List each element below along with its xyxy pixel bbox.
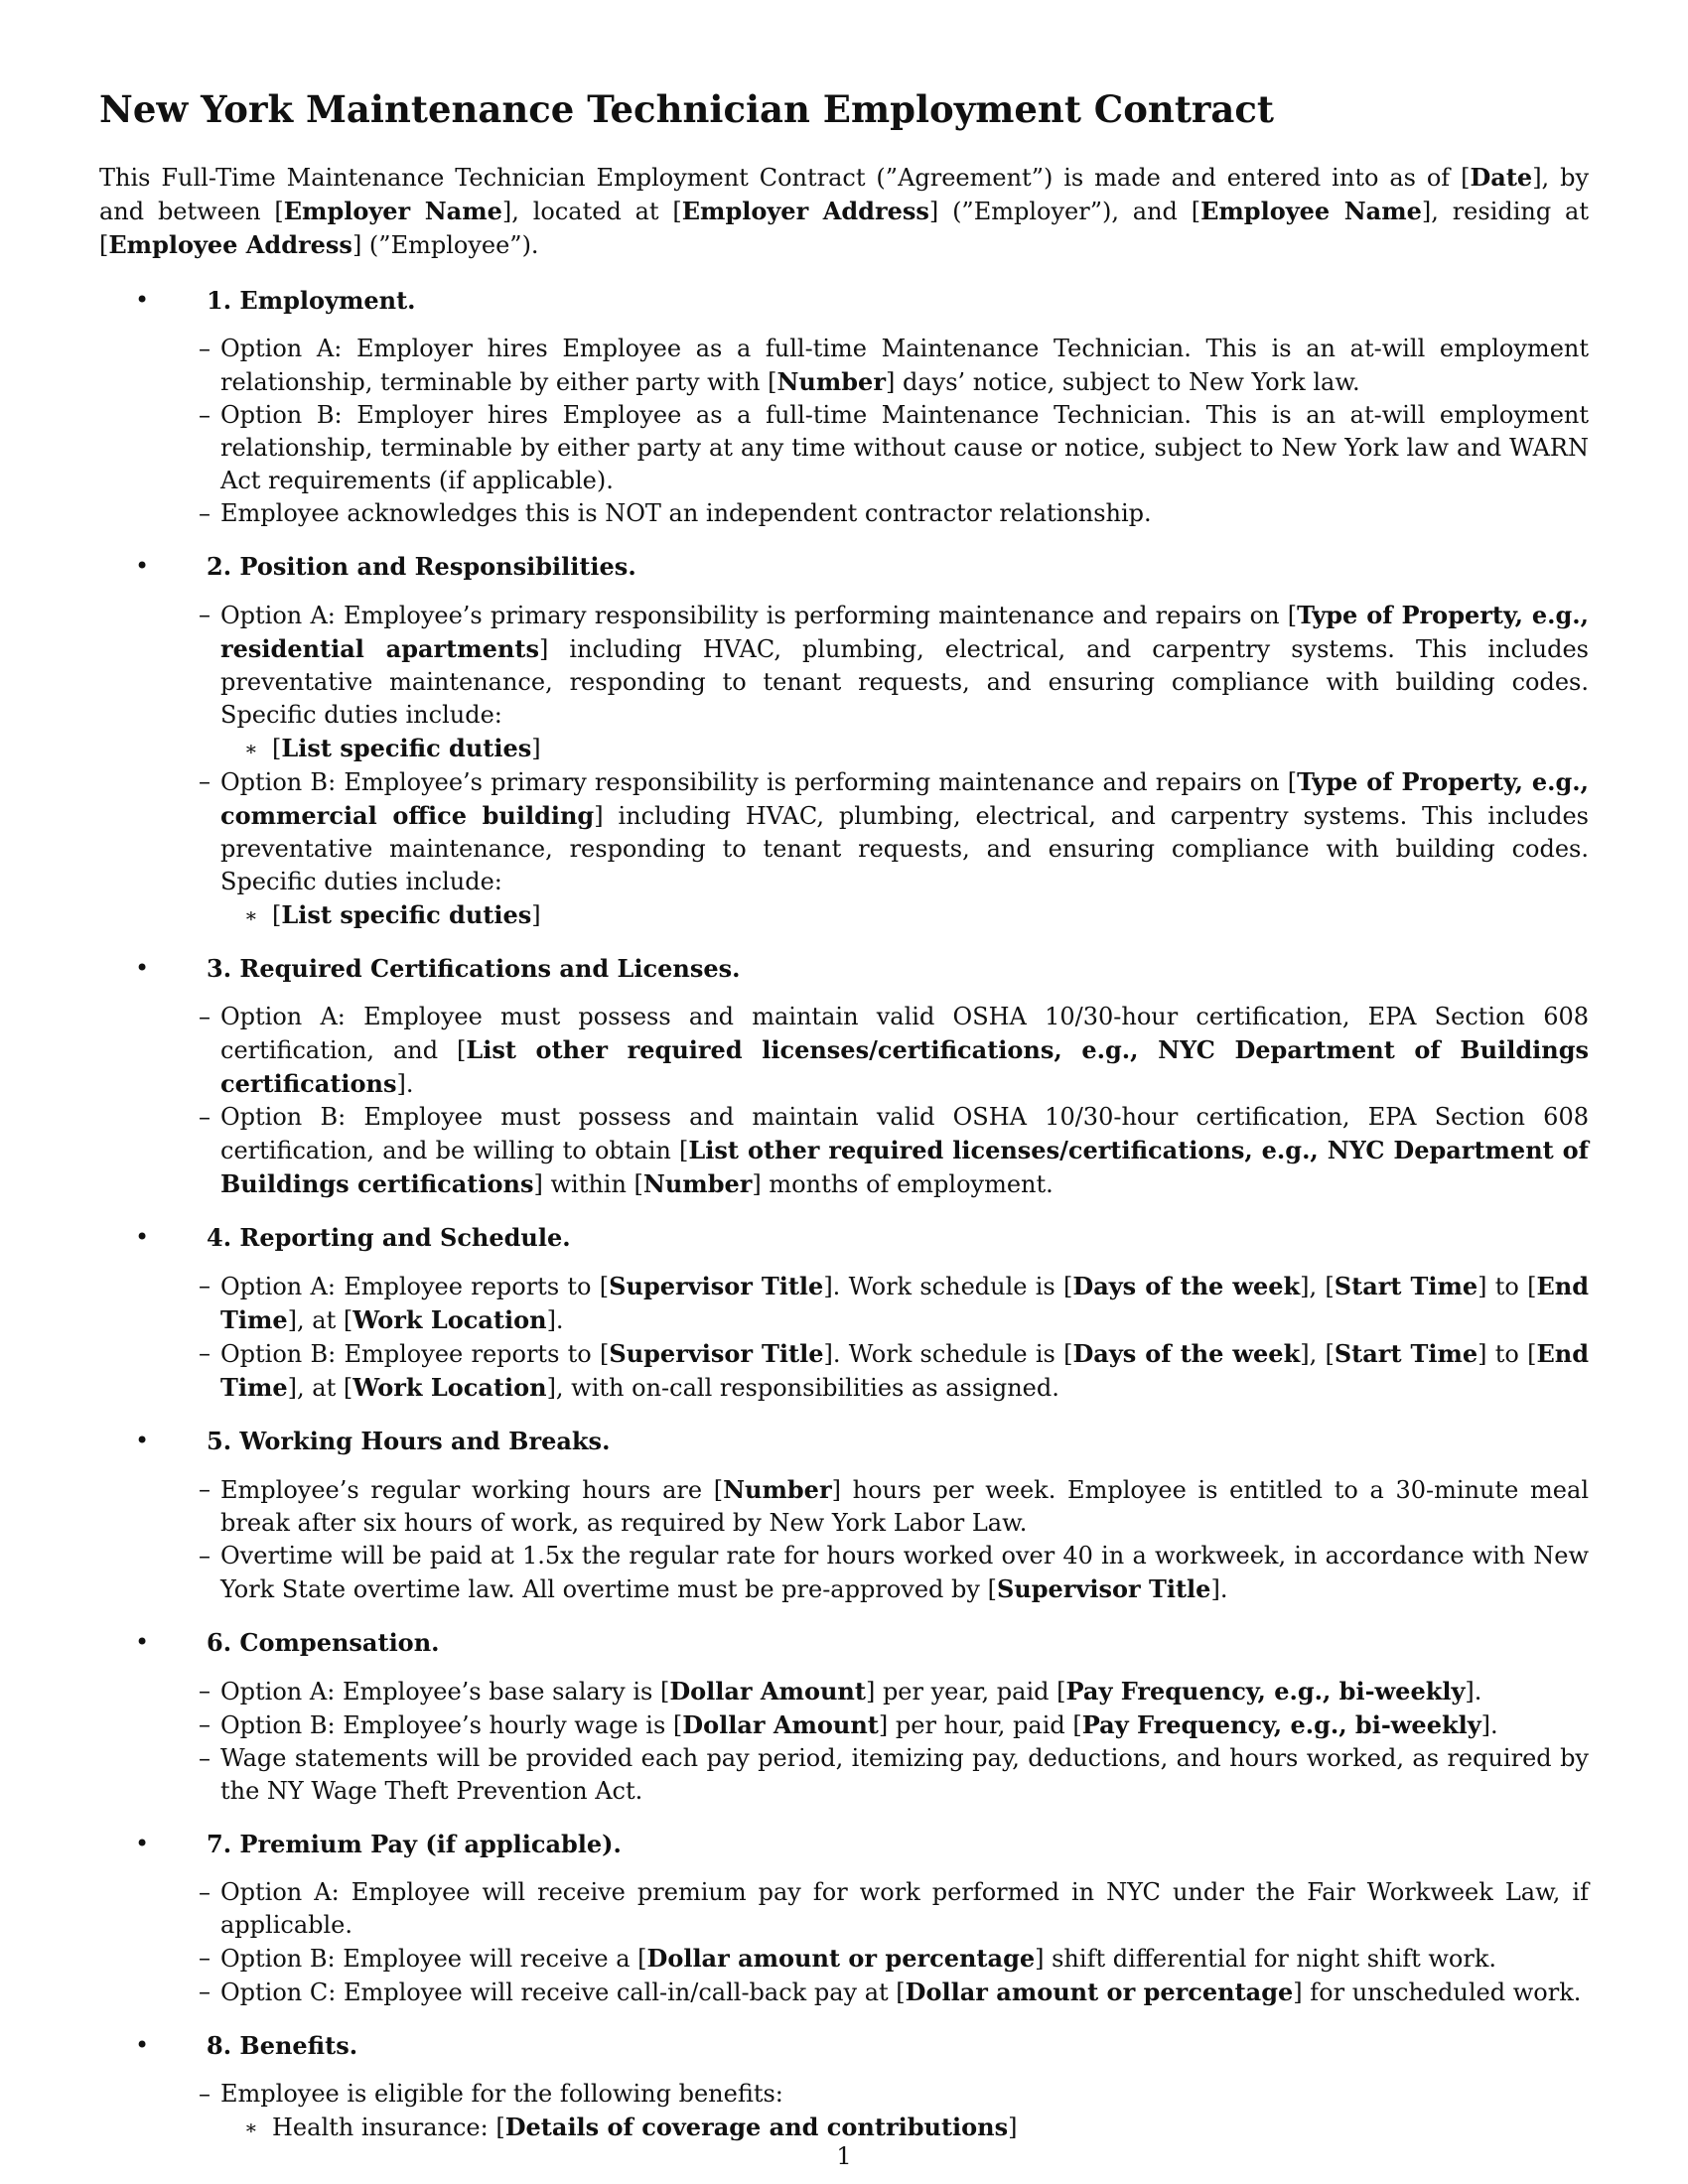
section-title: 1. Employment. xyxy=(207,286,416,316)
text-run: ]. xyxy=(1480,1711,1498,1740)
placeholder-field: Number xyxy=(776,367,886,397)
dash-icon: – xyxy=(199,1542,211,1570)
text-run: ], at [ xyxy=(287,1374,353,1403)
clause-item xyxy=(99,1742,1589,1808)
sub-clause-text xyxy=(272,901,541,929)
placeholder-field: Dollar Amount xyxy=(682,1710,879,1740)
clause-text xyxy=(220,1103,1589,1198)
text-run: ], located at [ xyxy=(501,198,682,226)
dash-icon: – xyxy=(199,601,211,629)
text-run: Employee’s regular working hours are [ xyxy=(220,1476,724,1505)
placeholder-field: Dollar amount or percentage xyxy=(646,1944,1036,1974)
contract-section xyxy=(99,550,1589,932)
text-run: ] (”Employee”). xyxy=(352,231,539,260)
placeholder-field: Type of Property, e.g., commercial office building xyxy=(220,767,1590,831)
clause-text xyxy=(220,1744,1589,1805)
clause-text xyxy=(220,768,1589,895)
text-run: ]. Work schedule is [ xyxy=(823,1340,1073,1369)
text-run: Option B: Employee’s hourly wage is [ xyxy=(220,1711,683,1740)
dash-icon: – xyxy=(199,1710,211,1739)
clause-item xyxy=(99,2078,1589,2144)
bullet-icon: • xyxy=(135,1223,150,1252)
text-run: [ xyxy=(272,901,282,930)
asterisk-icon: ∗ xyxy=(244,903,258,928)
section-title: 7. Premium Pay (if applicable). xyxy=(207,1830,622,1859)
placeholder-field: End Time xyxy=(220,1272,1590,1335)
text-run: ] per hour, paid [ xyxy=(878,1711,1082,1740)
clause-list xyxy=(199,333,1589,530)
placeholder-field: Pay Frequency, e.g., bi-weekly xyxy=(1065,1677,1466,1706)
clause-text xyxy=(220,1711,1498,1739)
placeholder-field: Supervisor Title xyxy=(996,1574,1211,1604)
section-title: 5. Working Hours and Breaks. xyxy=(207,1427,611,1456)
sub-clause-item xyxy=(220,732,1589,765)
text-run: Option A: Employer hires Employee as a full-time Maintenance Technician. This is an at-will employment relationship, terminable by either party with [ xyxy=(220,335,1589,397)
clause-list xyxy=(199,2078,1589,2144)
text-run: ] months of employment. xyxy=(752,1170,1054,1199)
text-run: Employee is eligible for the following benefits: xyxy=(220,2080,783,2109)
text-run: Health insurance: [ xyxy=(272,2114,505,2142)
dash-icon: – xyxy=(199,767,211,796)
section-title: 6. Compensation. xyxy=(207,1628,440,1658)
clause-list xyxy=(199,599,1590,932)
clause-item xyxy=(99,1540,1589,1606)
text-run: ] shift differential for night shift work. xyxy=(1035,1945,1496,1974)
text-run: Option B: Employee must possess and maintain valid OSHA 10/30-hour certification, EPA Section 608 certification, and be willing to obtain [ xyxy=(220,1103,1589,1165)
clause-text xyxy=(220,602,1589,729)
clause-item xyxy=(99,1708,1589,1742)
section-list xyxy=(99,284,1589,2144)
clause-text xyxy=(220,1979,1581,2006)
dash-icon: – xyxy=(199,1103,211,1132)
intro-paragraph xyxy=(99,161,1589,262)
clause-item xyxy=(99,1473,1589,1540)
clause-text xyxy=(220,1878,1589,1939)
clause-item xyxy=(99,1876,1589,1942)
clause-text xyxy=(220,1340,1589,1402)
bullet-icon: • xyxy=(135,286,150,315)
dash-icon: – xyxy=(199,1944,211,1973)
sub-clause-item xyxy=(220,2111,1589,2144)
clause-text xyxy=(220,1542,1589,1603)
text-run: Overtime will be paid at 1.5x the regular rate for hours worked over 40 in a workweek, in accordance with New York State overtime law. All overtime must be pre-approved by [ xyxy=(220,1542,1589,1604)
clause-list xyxy=(199,1876,1589,2009)
text-run: ]. xyxy=(1465,1678,1482,1706)
placeholder-field: Type of Property, e.g., residential apartments xyxy=(220,601,1590,664)
page-number: 1 xyxy=(836,2142,852,2170)
placeholder-field: List specific duties xyxy=(281,900,532,930)
dash-icon: – xyxy=(199,1272,211,1300)
contract-section xyxy=(99,2029,1589,2144)
section-title: 3. Required Certifications and Licenses. xyxy=(207,954,741,984)
clause-text xyxy=(220,335,1589,396)
placeholder-field: Dollar amount or percentage xyxy=(905,1978,1294,2007)
asterisk-icon: ∗ xyxy=(244,737,258,761)
clause-item xyxy=(99,497,1589,530)
clause-item xyxy=(99,1101,1589,1201)
placeholder-field: Supervisor Title xyxy=(609,1272,824,1301)
text-run: ] (”Employer”), and [ xyxy=(928,198,1201,226)
text-run: Option A: Employee must possess and maintain valid OSHA 10/30-hour certification, EPA Section 608 certification, and [ xyxy=(220,1003,1589,1065)
contract-section xyxy=(99,1626,1589,1808)
bullet-icon: • xyxy=(135,2031,150,2060)
clause-item xyxy=(99,599,1589,765)
placeholder-field: Employee Address xyxy=(108,230,352,260)
text-run: ]. Work schedule is [ xyxy=(823,1273,1073,1301)
section-title: 8. Benefits. xyxy=(207,2031,358,2061)
dash-icon: – xyxy=(199,1339,211,1368)
text-run: ], at [ xyxy=(287,1306,353,1335)
section-title: 4. Reporting and Schedule. xyxy=(207,1223,571,1253)
clause-item xyxy=(99,333,1589,399)
bullet-icon: • xyxy=(135,1427,150,1455)
text-run: Option A: Employee reports to [ xyxy=(220,1273,610,1301)
text-run: ]. xyxy=(1210,1575,1228,1604)
document-title: New York Maintenance Technician Employment Contract xyxy=(99,87,1275,131)
dash-icon: – xyxy=(199,1978,211,2006)
clause-text xyxy=(220,2080,783,2108)
placeholder-field: Work Location xyxy=(352,1305,547,1335)
dash-icon: – xyxy=(199,2080,211,2109)
clause-text xyxy=(220,1945,1496,1973)
sub-clause-text xyxy=(272,735,541,762)
placeholder-field: Employer Name xyxy=(283,197,502,226)
text-run: ] to [ xyxy=(1477,1273,1537,1301)
text-run: Option A: Employee will receive premium pay for work performed in NYC under the Fair Workweek Law, if applicable. xyxy=(220,1878,1589,1940)
bullet-icon: • xyxy=(135,1830,150,1858)
text-run: ]. xyxy=(396,1070,414,1099)
bullet-icon: • xyxy=(135,1628,150,1657)
dash-icon: – xyxy=(199,401,211,430)
contract-section xyxy=(99,952,1589,1201)
placeholder-field: Details of coverage and contributions xyxy=(504,2113,1009,2142)
clause-text xyxy=(220,1678,1481,1706)
text-run: [ xyxy=(272,735,282,763)
contract-section xyxy=(99,284,1589,530)
clause-list xyxy=(199,1675,1589,1808)
placeholder-field: End Time xyxy=(220,1339,1590,1403)
placeholder-field: List other required licenses/certifications, e.g., NYC Department of Buildings certifications xyxy=(220,1136,1589,1199)
sub-clause-item xyxy=(220,898,1589,932)
contract-section xyxy=(99,1828,1589,2009)
text-run: Option B: Employee reports to [ xyxy=(220,1340,610,1369)
dash-icon: – xyxy=(199,335,211,363)
placeholder-field: List specific duties xyxy=(281,734,532,763)
clause-list xyxy=(199,1473,1589,1606)
contract-section xyxy=(99,1425,1589,1606)
text-run: ] within [ xyxy=(533,1170,643,1199)
sub-clause-list xyxy=(220,898,1589,932)
clause-list xyxy=(199,1001,1589,1201)
clause-item xyxy=(99,1337,1589,1405)
text-run: This Full-Time Maintenance Technician Employment Contract (”Agreement”) is made and entered into as of [ xyxy=(99,164,1471,193)
clause-item xyxy=(99,1001,1589,1101)
bullet-icon: • xyxy=(135,954,150,983)
placeholder-field: Dollar Amount xyxy=(669,1677,866,1706)
sub-clause-list xyxy=(220,732,1589,765)
contract-section xyxy=(99,1221,1589,1405)
text-run: Option B: Employer hires Employee as a full-time Maintenance Technician. This is an at-will employment relationship, terminable by either party at any time without cause or notice, subject to New York law and WARN Act requirements (if applicable). xyxy=(220,401,1589,495)
dash-icon: – xyxy=(199,1744,211,1773)
placeholder-field: Number xyxy=(642,1169,753,1199)
asterisk-icon: ∗ xyxy=(244,2116,258,2140)
dash-icon: – xyxy=(199,1003,211,1031)
clause-text xyxy=(220,401,1589,494)
clause-list xyxy=(199,1270,1590,1405)
text-run: Employee acknowledges this is NOT an independent contractor relationship. xyxy=(220,499,1152,528)
placeholder-field: Date xyxy=(1470,163,1533,193)
text-run: Wage statements will be provided each pay period, itemizing pay, deductions, and hours worked, as required by the NY Wage Theft Prevention Act. xyxy=(220,1744,1589,1806)
dash-icon: – xyxy=(199,1475,211,1504)
clause-text xyxy=(220,499,1152,527)
placeholder-field: Start Time xyxy=(1334,1272,1478,1301)
clause-item xyxy=(99,1942,1589,1976)
sub-clause-list xyxy=(220,2111,1589,2144)
text-run: ] including HVAC, plumbing, electrical, and carpentry systems. This includes preventative maintenance, responding to tenant requests, and ensuring compliance with building codes. Specific duties include: xyxy=(220,635,1589,730)
clause-item xyxy=(99,1270,1589,1337)
sub-clause-text xyxy=(272,2114,1018,2141)
text-run: ], residing at [ xyxy=(99,198,1590,260)
text-run: Option C: Employee will receive call-in/call-back pay at [ xyxy=(220,1979,906,2007)
text-run: ] to [ xyxy=(1477,1340,1537,1369)
placeholder-field: List other required licenses/certifications, e.g., NYC Department of Buildings certifications xyxy=(220,1035,1589,1099)
text-run: ]. xyxy=(546,1306,564,1335)
text-run: ] hours per week. Employee is entitled to a 30-minute meal break after six hours of work, as required by New York Labor Law. xyxy=(220,1476,1589,1538)
clause-item xyxy=(99,399,1589,497)
clause-text xyxy=(220,1476,1589,1537)
text-run: ] xyxy=(531,735,541,763)
placeholder-field: Number xyxy=(723,1475,832,1505)
placeholder-field: Days of the week xyxy=(1072,1272,1301,1301)
text-run: ] xyxy=(531,901,541,930)
text-run: Option A: Employee’s primary responsibility is performing maintenance and repairs on [ xyxy=(220,602,1298,630)
text-run: Option B: Employee will receive a [ xyxy=(220,1945,647,1974)
clause-text xyxy=(220,1273,1589,1334)
dash-icon: – xyxy=(199,1878,211,1907)
placeholder-field: Employer Address xyxy=(681,197,929,226)
placeholder-field: Work Location xyxy=(352,1373,547,1403)
text-run: ] per year, paid [ xyxy=(865,1678,1066,1706)
text-run: ] including HVAC, plumbing, electrical, and carpentry systems. This includes preventative maintenance, responding to tenant requests, and ensuring compliance with building codes. Specific duties include: xyxy=(220,802,1589,896)
dash-icon: – xyxy=(199,499,211,528)
text-run: Option B: Employee’s primary responsibility is performing maintenance and repairs on [ xyxy=(220,768,1298,797)
text-run: Option A: Employee’s base salary is [ xyxy=(220,1678,670,1706)
text-run: ] xyxy=(1008,2114,1018,2142)
text-run: ], [ xyxy=(1300,1273,1335,1301)
text-run: ] days’ notice, subject to New York law. xyxy=(885,368,1360,397)
placeholder-field: Employee Name xyxy=(1200,197,1422,226)
placeholder-field: Pay Frequency, e.g., bi-weekly xyxy=(1081,1710,1481,1740)
section-title: 2. Position and Responsibilities. xyxy=(207,552,636,582)
text-run: ], with on-call responsibilities as assigned. xyxy=(546,1374,1059,1403)
clause-text xyxy=(220,1003,1589,1098)
clause-item xyxy=(99,765,1589,932)
clause-item xyxy=(99,1675,1589,1708)
placeholder-field: Supervisor Title xyxy=(609,1339,824,1369)
placeholder-field: Start Time xyxy=(1334,1339,1478,1369)
dash-icon: – xyxy=(199,1677,211,1706)
placeholder-field: Days of the week xyxy=(1072,1339,1301,1369)
bullet-icon: • xyxy=(135,552,150,581)
text-run: ], by and between [ xyxy=(99,164,1590,226)
clause-item xyxy=(99,1976,1589,2009)
text-run: ] for unscheduled work. xyxy=(1293,1979,1582,2007)
document-page xyxy=(99,87,1589,2164)
text-run: ], [ xyxy=(1300,1340,1335,1369)
